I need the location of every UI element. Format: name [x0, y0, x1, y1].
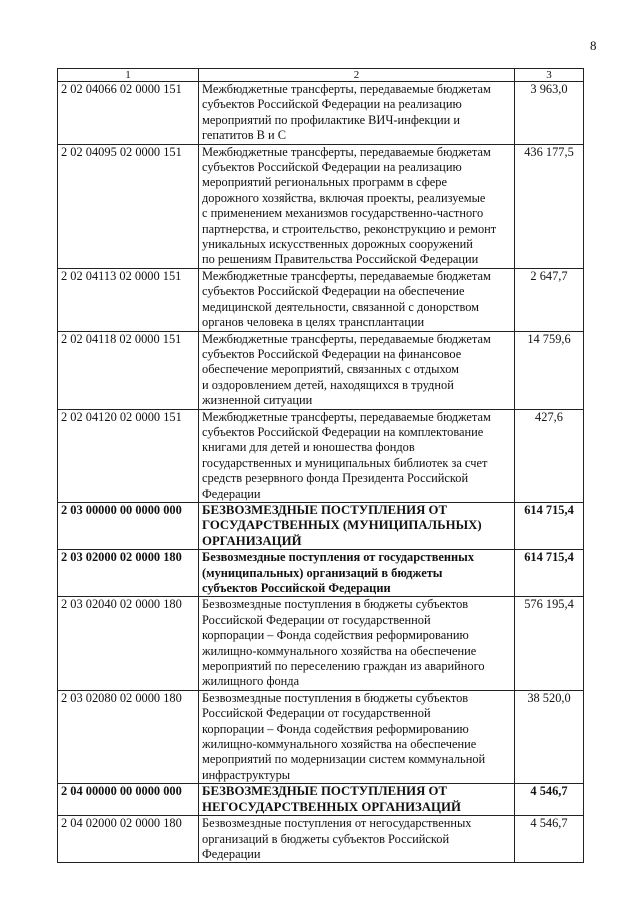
budget-code-cell: 2 03 02040 02 0000 180 — [58, 597, 199, 690]
description-cell — [199, 82, 515, 145]
description-line: БЕЗВОЗМЕЗДНЫЕ ПОСТУПЛЕНИЯ ОТ — [202, 502, 448, 517]
description-cell — [199, 144, 515, 268]
description-line: Межбюджетные трансферты, передаваемые бюджетам — [202, 82, 491, 96]
table-header-row — [58, 69, 584, 82]
description-line: субъектов Российской Федерации на комплектование — [202, 424, 484, 439]
budget-code-cell: 2 02 04066 02 0000 151 — [58, 82, 199, 145]
description-line: Безвозмездные поступления от негосударственных — [202, 816, 472, 831]
table-row — [58, 331, 584, 409]
description-line: Безвозмездные поступления в бюджеты субъектов — [202, 597, 469, 612]
table-row — [58, 690, 584, 783]
description-cell — [199, 816, 515, 863]
column-header-amount: 3 — [515, 69, 584, 82]
description-line: НЕГОСУДАРСТВЕННЫХ ОРГАНИЗАЦИЙ — [202, 799, 461, 814]
description-line: корпорации – Фонда содействия реформированию — [202, 628, 469, 643]
description-line: Межбюджетные трансферты, передаваемые бюджетам — [202, 409, 491, 424]
amount-cell: 14 759,6 — [515, 331, 584, 409]
description-line: субъектов Российской Федерации на финансовое — [202, 346, 462, 361]
page-number: 8 — [590, 38, 597, 53]
description-cell — [199, 502, 515, 549]
description-line: жилищно-коммунального хозяйства на обеспечение — [202, 643, 477, 658]
budget-code-cell: 2 02 04113 02 0000 151 — [58, 268, 199, 331]
budget-code-cell: 2 03 00000 00 0000 000 — [58, 502, 199, 549]
table-row — [58, 784, 584, 816]
description-line: организаций в бюджеты субъектов Российской — [202, 831, 450, 846]
description-cell — [199, 690, 515, 783]
amount-cell: 2 647,7 — [515, 268, 584, 331]
description-line: корпорации – Фонда содействия реформированию — [202, 721, 469, 736]
description-line: партнерства, и строительство, реконструкцию и ремонт — [202, 221, 497, 236]
budget-code-cell: 2 02 04120 02 0000 151 — [58, 409, 199, 502]
description-cell — [199, 331, 515, 409]
column-header-code: 1 — [58, 69, 199, 82]
table-row — [58, 82, 584, 145]
description-line: субъектов Российской Федерации на обеспечение — [202, 284, 465, 299]
description-line: с применением механизмов государственно-частного — [202, 206, 484, 221]
description-line: обеспечение мероприятий, связанных с отдыхом — [202, 362, 460, 377]
column-header-description: 2 — [199, 69, 515, 82]
description-line: Межбюджетные трансферты, передаваемые бюджетам — [202, 268, 491, 283]
description-line: Межбюджетные трансферты, передаваемые бюджетам — [202, 144, 491, 159]
amount-cell: 614 715,4 — [515, 502, 584, 549]
description-line: уникальных искусственных дорожных сооружений — [202, 237, 473, 252]
amount-cell: 436 177,5 — [515, 144, 584, 268]
description-line: жизненной ситуации — [202, 393, 313, 408]
description-line: и оздоровлением детей, находящихся в трудной — [202, 377, 454, 392]
budget-code-cell: 2 02 04095 02 0000 151 — [58, 144, 199, 268]
table-row — [58, 268, 584, 331]
revenue-table — [57, 68, 584, 863]
description-line: средств резервного фонда Президента Российской — [202, 471, 469, 486]
amount-cell: 4 546,7 — [515, 816, 584, 863]
description-line: медицинской деятельности, связанной с донорством — [202, 299, 480, 314]
description-line: субъектов Российской Федерации на реализацию — [202, 97, 462, 112]
description-line: Российской Федерации от государственной — [202, 706, 431, 721]
table-row — [58, 409, 584, 502]
budget-code-cell: 2 04 02000 02 0000 180 — [58, 816, 199, 863]
description-line: дорожного хозяйства, включая проекты, реализуемые — [202, 190, 486, 205]
description-line: (муниципальных) организаций в бюджеты — [202, 565, 443, 580]
description-cell — [199, 597, 515, 690]
description-line: ОРГАНИЗАЦИЙ — [202, 533, 302, 548]
description-line: органов человека в целях трансплантации — [202, 315, 425, 330]
table-body — [58, 82, 584, 863]
table-row — [58, 550, 584, 597]
budget-code-cell: 2 03 02000 02 0000 180 — [58, 550, 199, 597]
description-cell — [199, 550, 515, 597]
description-cell — [199, 268, 515, 331]
description-line: Федерации — [202, 846, 261, 861]
description-cell — [199, 409, 515, 502]
amount-cell: 427,6 — [515, 409, 584, 502]
amount-cell: 4 546,7 — [515, 784, 584, 816]
description-line: гепатитов В и С — [202, 128, 287, 143]
amount-cell: 576 195,4 — [515, 597, 584, 690]
description-line: Федерации — [202, 486, 261, 501]
description-line: субъектов Российской Федерации — [202, 581, 391, 595]
budget-code-cell: 2 02 04118 02 0000 151 — [58, 331, 199, 409]
description-line: Российской Федерации от государственной — [202, 612, 431, 627]
budget-code-cell: 2 03 02080 02 0000 180 — [58, 690, 199, 783]
description-line: инфраструктуры — [202, 767, 291, 782]
description-line: мероприятий региональных программ в сфере — [202, 175, 447, 190]
table-row — [58, 816, 584, 863]
description-line: мероприятий по модернизации систем коммунальной — [202, 752, 486, 767]
description-line: субъектов Российской Федерации на реализацию — [202, 160, 462, 175]
amount-cell: 3 963,0 — [515, 82, 584, 145]
table-row — [58, 144, 584, 268]
description-line: по решениям Правительства Российской Федерации — [202, 252, 479, 267]
description-line: мероприятий по профилактике ВИЧ-инфекции и — [202, 112, 460, 127]
amount-cell: 38 520,0 — [515, 690, 584, 783]
description-line: Безвозмездные поступления от государственных — [202, 550, 475, 565]
description-line: Безвозмездные поступления в бюджеты субъектов — [202, 690, 469, 705]
description-line: Межбюджетные трансферты, передаваемые бюджетам — [202, 331, 491, 346]
description-line: мероприятий по переселению граждан из аварийного — [202, 659, 485, 674]
description-cell — [199, 784, 515, 816]
description-line: жилищно-коммунального хозяйства на обеспечение — [202, 737, 477, 752]
description-line: БЕЗВОЗМЕЗДНЫЕ ПОСТУПЛЕНИЯ ОТ — [202, 784, 448, 799]
description-line: ГОСУДАРСТВЕННЫХ (МУНИЦИПАЛЬНЫХ) — [202, 518, 482, 533]
budget-code-cell: 2 04 00000 00 0000 000 — [58, 784, 199, 816]
description-line: книгами для детей и юношества фондов — [202, 440, 415, 455]
table-row — [58, 597, 584, 690]
amount-cell: 614 715,4 — [515, 550, 584, 597]
description-line: жилищного фонда — [202, 674, 300, 689]
table-row — [58, 502, 584, 549]
description-line: государственных и муниципальных библиотек за счет — [202, 455, 488, 470]
